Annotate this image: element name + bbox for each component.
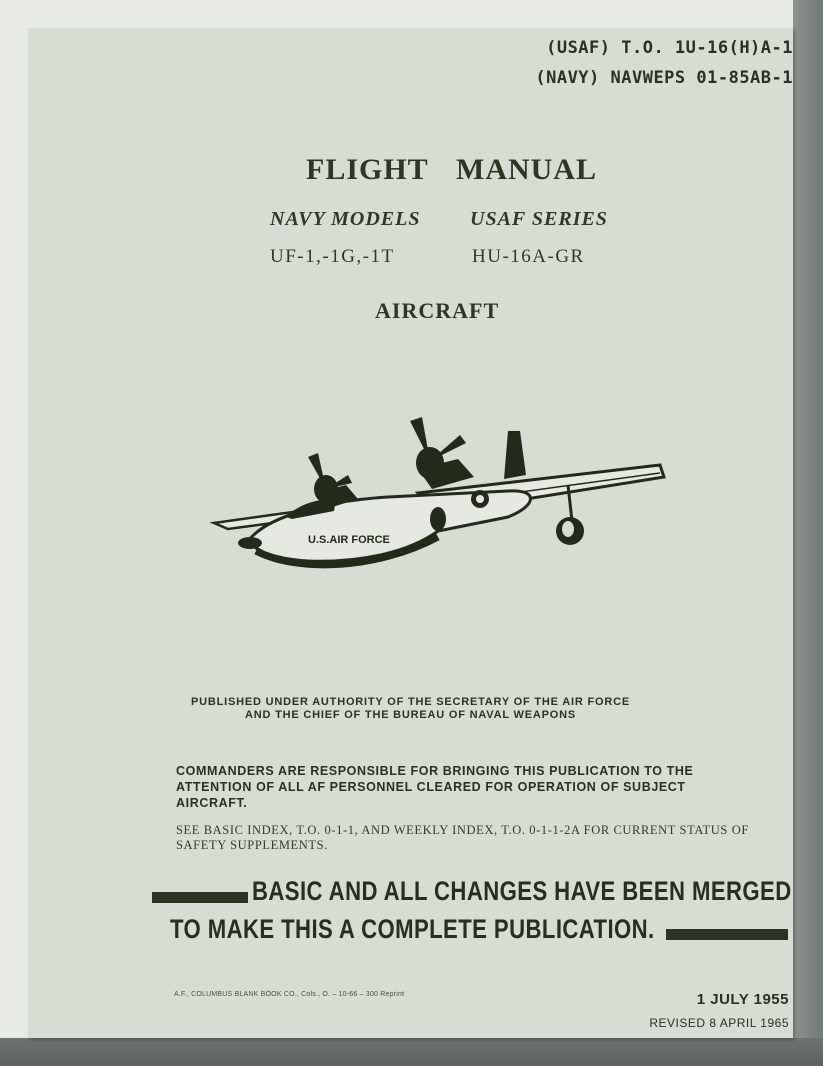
- navy-model-codes: UF-1,-1G,-1T: [270, 246, 395, 267]
- authority-line-2: AND THE CHIEF OF THE BUREAU OF NAVAL WEAPONS: [245, 709, 576, 721]
- rule-bar-left: [152, 892, 248, 903]
- authority-line-1: PUBLISHED UNDER AUTHORITY OF THE SECRETARY OF THE AIR FORCE: [191, 696, 630, 708]
- title-manual: MANUAL: [456, 153, 597, 186]
- safety-supplements-notice: SEE BASIC INDEX, T.O. 0-1-1, AND WEEKLY INDEX, T.O. 0-1-1-2A FOR CURRENT STATUS OF SAFETY SUPPLEMENTS.: [176, 823, 749, 852]
- navy-navweps-number: (NAVY) NAVWEPS 01-85AB-1: [535, 68, 793, 88]
- usaf-series-label: USAF SERIES: [470, 208, 608, 230]
- rule-bar-right: [666, 929, 788, 940]
- albatross-aircraft-illustration: [208, 413, 678, 573]
- merged-line-2: TO MAKE THIS A COMPLETE PUBLICATION.: [170, 914, 655, 944]
- printer-imprint: A.F., COLUMBUS BLANK BOOK CO., Cols., O. – 10-66 – 300 Reprint: [174, 991, 405, 998]
- page-shadow-bottom: [0, 1038, 823, 1066]
- usaf-to-number: (USAF) T.O. 1U-16(H)A-1: [546, 38, 793, 58]
- title-flight: FLIGHT: [306, 153, 429, 186]
- document-page: [28, 28, 793, 1038]
- fuselage-text: U.S.AIR FORCE: [308, 534, 390, 546]
- publication-date: 1 JULY 1955: [696, 991, 789, 1008]
- revision-date: REVISED 8 APRIL 1965: [649, 1016, 789, 1030]
- usaf-model-codes: HU-16A-GR: [472, 246, 585, 267]
- commanders-notice: COMMANDERS ARE RESPONSIBLE FOR BRINGING THIS PUBLICATION TO THE ATTENTION OF ALL AF PERSONNEL CLEARED FOR OPERATION OF SUBJECT AIRCRAFT.: [176, 764, 694, 810]
- page-shadow-right: [793, 0, 823, 1066]
- merged-line-1: BASIC AND ALL CHANGES HAVE BEEN MERGED: [252, 876, 792, 906]
- navy-models-label: NAVY MODELS: [270, 208, 421, 230]
- subtitle-aircraft: AIRCRAFT: [375, 298, 500, 323]
